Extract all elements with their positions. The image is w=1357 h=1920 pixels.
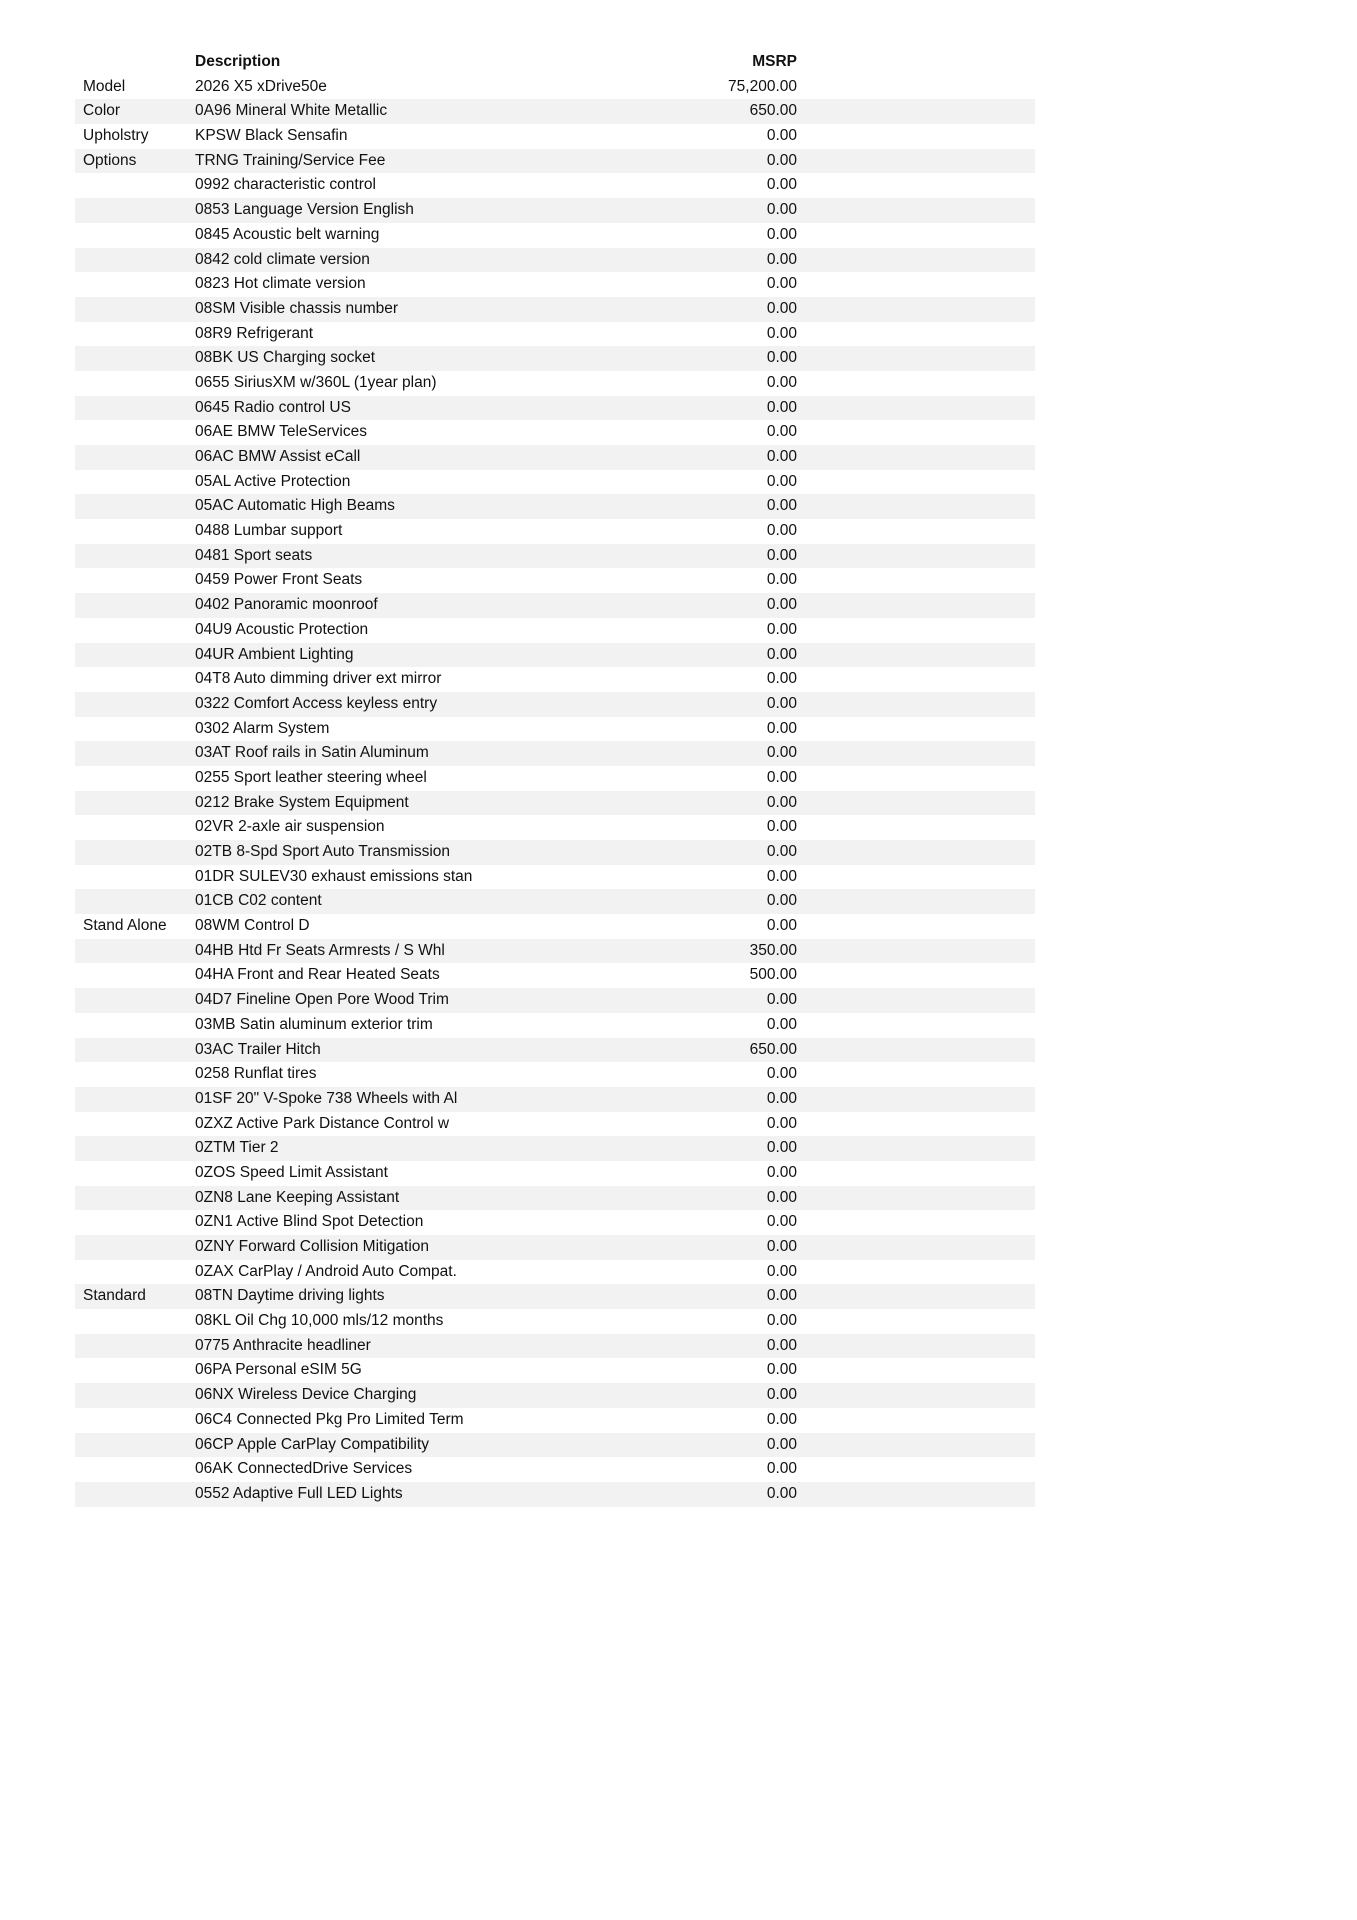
row-msrp: 0.00 bbox=[766, 299, 797, 317]
table-row bbox=[75, 865, 1035, 890]
row-msrp: 0.00 bbox=[766, 423, 797, 441]
table-row bbox=[75, 322, 1035, 347]
table-row bbox=[75, 445, 1035, 470]
table-row bbox=[75, 1358, 1035, 1383]
row-description: 0212 Brake System Equipment bbox=[195, 793, 409, 811]
row-msrp: 0.00 bbox=[766, 1312, 797, 1330]
row-msrp: 0.00 bbox=[766, 1435, 797, 1453]
row-description: 0ZN1 Active Blind Spot Detection bbox=[195, 1213, 424, 1231]
row-category: Model bbox=[83, 77, 126, 95]
row-msrp: 0.00 bbox=[766, 818, 797, 836]
row-msrp: 0.00 bbox=[766, 1460, 797, 1478]
table-row bbox=[75, 248, 1035, 273]
table-row bbox=[75, 470, 1035, 495]
table-row bbox=[75, 1309, 1035, 1334]
row-category: Color bbox=[83, 102, 121, 120]
table-row bbox=[75, 1186, 1035, 1211]
row-description: 04HA Front and Rear Heated Seats bbox=[195, 966, 440, 984]
row-msrp: 650.00 bbox=[749, 102, 797, 120]
table-row bbox=[75, 371, 1035, 396]
row-msrp: 0.00 bbox=[766, 1238, 797, 1255]
row-description: 08WM Control D bbox=[195, 917, 310, 935]
row-msrp: 75,200.00 bbox=[728, 77, 797, 95]
table-row bbox=[75, 396, 1035, 421]
row-msrp: 0.00 bbox=[766, 1188, 797, 1206]
row-description: 04UR Ambient Lighting bbox=[195, 645, 354, 663]
table-row bbox=[75, 939, 1035, 964]
row-description: 04T8 Auto dimming driver ext mirror bbox=[195, 670, 442, 688]
table-row bbox=[75, 149, 1035, 174]
row-msrp: 500.00 bbox=[749, 966, 797, 984]
row-msrp: 0.00 bbox=[766, 1484, 797, 1502]
row-msrp: 0.00 bbox=[766, 275, 797, 293]
row-description: 01DR SULEV30 exhaust emissions stan bbox=[195, 867, 473, 885]
row-msrp: 0.00 bbox=[766, 1336, 797, 1354]
table-row bbox=[75, 593, 1035, 618]
row-msrp: 0.00 bbox=[766, 1287, 797, 1305]
row-description: 0481 Sport seats bbox=[195, 546, 313, 564]
table-row bbox=[75, 1383, 1035, 1408]
row-description: 08KL Oil Chg 10,000 mls/12 months bbox=[195, 1312, 444, 1330]
table-row bbox=[75, 840, 1035, 865]
row-description: 0322 Comfort Access keyless entry bbox=[195, 694, 438, 712]
table-row bbox=[75, 297, 1035, 322]
row-msrp: 0.00 bbox=[766, 917, 797, 935]
row-msrp: 0.00 bbox=[766, 1213, 797, 1231]
row-description: 0ZOS Speed Limit Assistant bbox=[195, 1163, 388, 1181]
row-description: 0402 Panoramic moonroof bbox=[195, 596, 378, 614]
table-row bbox=[75, 1235, 1035, 1260]
table-row bbox=[75, 1136, 1035, 1161]
row-msrp: 0.00 bbox=[766, 373, 797, 391]
row-description: 04U9 Acoustic Protection bbox=[195, 620, 369, 638]
table-row bbox=[75, 99, 1035, 124]
row-msrp: 0.00 bbox=[766, 670, 797, 688]
table-row bbox=[75, 692, 1035, 717]
row-description: 08TN Daytime driving lights bbox=[195, 1287, 385, 1305]
row-description: 06PA Personal eSIM 5G bbox=[195, 1361, 362, 1379]
vehicle-spec-sheet bbox=[75, 50, 1035, 1507]
row-description: 0552 Adaptive Full LED Lights bbox=[195, 1484, 403, 1502]
table-row bbox=[75, 568, 1035, 593]
row-msrp: 350.00 bbox=[749, 941, 797, 959]
row-description: 0255 Sport leather steering wheel bbox=[195, 768, 427, 786]
row-description: 05AC Automatic High Beams bbox=[195, 497, 395, 515]
row-msrp: 0.00 bbox=[766, 1361, 797, 1379]
row-msrp: 650.00 bbox=[749, 1040, 797, 1058]
table-row bbox=[75, 643, 1035, 668]
row-description: 2026 X5 xDrive50e bbox=[195, 77, 327, 95]
row-msrp: 0.00 bbox=[766, 1015, 797, 1033]
row-msrp: 0.00 bbox=[766, 867, 797, 885]
table-row bbox=[75, 1087, 1035, 1112]
row-description: 03AC Trailer Hitch bbox=[195, 1040, 321, 1058]
table-row bbox=[75, 1210, 1035, 1235]
table-row bbox=[75, 1284, 1035, 1309]
table-row bbox=[75, 963, 1035, 988]
table-row bbox=[75, 914, 1035, 939]
row-msrp: 0.00 bbox=[766, 127, 797, 145]
row-description: 01SF 20" V-Spoke 738 Wheels with Al bbox=[195, 1089, 458, 1107]
table-row bbox=[75, 494, 1035, 519]
row-msrp: 0.00 bbox=[766, 497, 797, 515]
row-description: 0ZN8 Lane Keeping Assistant bbox=[195, 1188, 400, 1206]
row-description: 0842 cold climate version bbox=[195, 250, 370, 268]
row-description: 06C4 Connected Pkg Pro Limited Term bbox=[195, 1410, 464, 1428]
table-row bbox=[75, 717, 1035, 742]
row-description: 0ZTM Tier 2 bbox=[195, 1139, 279, 1157]
table-row bbox=[75, 1482, 1035, 1507]
row-msrp: 0.00 bbox=[766, 522, 797, 540]
table-row bbox=[75, 988, 1035, 1013]
table-row bbox=[75, 815, 1035, 840]
table-row bbox=[75, 198, 1035, 223]
row-msrp: 0.00 bbox=[766, 201, 797, 219]
table-row bbox=[75, 1334, 1035, 1359]
row-description: 0ZNY Forward Collision Mitigation bbox=[195, 1238, 430, 1255]
table-body bbox=[75, 75, 1035, 1507]
table-row bbox=[75, 173, 1035, 198]
row-description: 08R9 Refrigerant bbox=[195, 324, 314, 342]
row-msrp: 0.00 bbox=[766, 176, 797, 194]
row-description: 06CP Apple CarPlay Compatibility bbox=[195, 1435, 430, 1453]
row-msrp: 0.00 bbox=[766, 225, 797, 243]
row-msrp: 0.00 bbox=[766, 843, 797, 860]
row-msrp: 0.00 bbox=[766, 991, 797, 1009]
row-description: 0655 SiriusXM w/360L (1year plan) bbox=[195, 373, 437, 391]
row-msrp: 0.00 bbox=[766, 151, 797, 169]
header-msrp: MSRP bbox=[752, 53, 797, 70]
table-row bbox=[75, 889, 1035, 914]
table-row bbox=[75, 1408, 1035, 1433]
row-msrp: 0.00 bbox=[766, 793, 797, 811]
table-row bbox=[75, 741, 1035, 766]
row-msrp: 0.00 bbox=[766, 645, 797, 663]
table-row bbox=[75, 420, 1035, 445]
row-msrp: 0.00 bbox=[766, 349, 797, 367]
row-description: 0845 Acoustic belt warning bbox=[195, 225, 380, 243]
table-row bbox=[75, 519, 1035, 544]
table-row bbox=[75, 272, 1035, 297]
row-category: Upholstry bbox=[83, 127, 149, 145]
row-msrp: 0.00 bbox=[766, 744, 797, 762]
row-description: 03AT Roof rails in Satin Aluminum bbox=[195, 744, 429, 762]
row-description: 04HB Htd Fr Seats Armrests / S Whl bbox=[195, 941, 445, 959]
row-msrp: 0.00 bbox=[766, 1163, 797, 1181]
row-msrp: 0.00 bbox=[766, 596, 797, 614]
row-msrp: 0.00 bbox=[766, 892, 797, 910]
row-msrp: 0.00 bbox=[766, 250, 797, 268]
table-row bbox=[75, 791, 1035, 816]
row-description: 01CB C02 content bbox=[195, 892, 322, 910]
row-description: 08BK US Charging socket bbox=[195, 349, 376, 367]
header-description: Description bbox=[195, 53, 281, 70]
row-msrp: 0.00 bbox=[766, 324, 797, 342]
row-description: 0258 Runflat tires bbox=[195, 1065, 317, 1083]
row-description: 08SM Visible chassis number bbox=[195, 299, 399, 317]
row-description: 0645 Radio control US bbox=[195, 398, 351, 416]
table-row bbox=[75, 1013, 1035, 1038]
row-msrp: 0.00 bbox=[766, 1139, 797, 1157]
row-description: 0775 Anthracite headliner bbox=[195, 1336, 371, 1354]
row-description: TRNG Training/Service Fee bbox=[195, 151, 386, 169]
table-row bbox=[75, 1260, 1035, 1285]
table-row bbox=[75, 1062, 1035, 1087]
row-description: 0992 characteristic control bbox=[195, 176, 376, 194]
row-category: Stand Alone bbox=[83, 917, 167, 935]
row-msrp: 0.00 bbox=[766, 1089, 797, 1107]
table-row bbox=[75, 766, 1035, 791]
row-description: 0823 Hot climate version bbox=[195, 275, 366, 293]
table-row bbox=[75, 124, 1035, 149]
table-row bbox=[75, 1457, 1035, 1482]
row-description: 06AC BMW Assist eCall bbox=[195, 448, 361, 465]
row-description: 06AK ConnectedDrive Services bbox=[195, 1460, 413, 1478]
row-msrp: 0.00 bbox=[766, 694, 797, 712]
row-description: 0ZAX CarPlay / Android Auto Compat. bbox=[195, 1262, 457, 1280]
table-row bbox=[75, 618, 1035, 643]
table-row bbox=[75, 346, 1035, 371]
row-msrp: 0.00 bbox=[766, 398, 797, 416]
row-description: 0488 Lumbar support bbox=[195, 522, 343, 540]
table-header-row bbox=[75, 50, 1035, 75]
row-msrp: 0.00 bbox=[766, 1410, 797, 1428]
row-msrp: 0.00 bbox=[766, 571, 797, 589]
row-description: 0ZXZ Active Park Distance Control w bbox=[195, 1114, 450, 1132]
row-msrp: 0.00 bbox=[766, 1114, 797, 1132]
row-category: Options bbox=[83, 151, 137, 169]
row-category: Standard bbox=[83, 1287, 146, 1305]
row-description: 0302 Alarm System bbox=[195, 719, 330, 737]
row-description: 05AL Active Protection bbox=[195, 472, 351, 490]
row-description: 03MB Satin aluminum exterior trim bbox=[195, 1015, 433, 1033]
row-description: 06NX Wireless Device Charging bbox=[195, 1386, 417, 1404]
row-description: 0459 Power Front Seats bbox=[195, 571, 363, 589]
row-description: 0853 Language Version English bbox=[195, 201, 414, 219]
row-msrp: 0.00 bbox=[766, 546, 797, 564]
row-msrp: 0.00 bbox=[766, 1065, 797, 1083]
row-description: 04D7 Fineline Open Pore Wood Trim bbox=[195, 991, 449, 1009]
table-row bbox=[75, 1112, 1035, 1137]
row-msrp: 0.00 bbox=[766, 472, 797, 490]
table-row bbox=[75, 1433, 1035, 1458]
table-row bbox=[75, 223, 1035, 248]
row-description: 06AE BMW TeleServices bbox=[195, 423, 367, 441]
table-row bbox=[75, 667, 1035, 692]
row-description: KPSW Black Sensafin bbox=[195, 127, 348, 145]
row-description: 02VR 2-axle air suspension bbox=[195, 818, 385, 836]
row-msrp: 0.00 bbox=[766, 768, 797, 786]
table-row bbox=[75, 1161, 1035, 1186]
table-row bbox=[75, 544, 1035, 569]
row-description: 02TB 8-Spd Sport Auto Transmission bbox=[195, 843, 451, 860]
row-msrp: 0.00 bbox=[766, 1262, 797, 1280]
row-msrp: 0.00 bbox=[766, 719, 797, 737]
row-msrp: 0.00 bbox=[766, 620, 797, 638]
row-description: 0A96 Mineral White Metallic bbox=[195, 102, 388, 120]
table-row bbox=[75, 1038, 1035, 1063]
row-msrp: 0.00 bbox=[766, 1386, 797, 1404]
row-msrp: 0.00 bbox=[766, 448, 797, 465]
table-row bbox=[75, 75, 1035, 100]
